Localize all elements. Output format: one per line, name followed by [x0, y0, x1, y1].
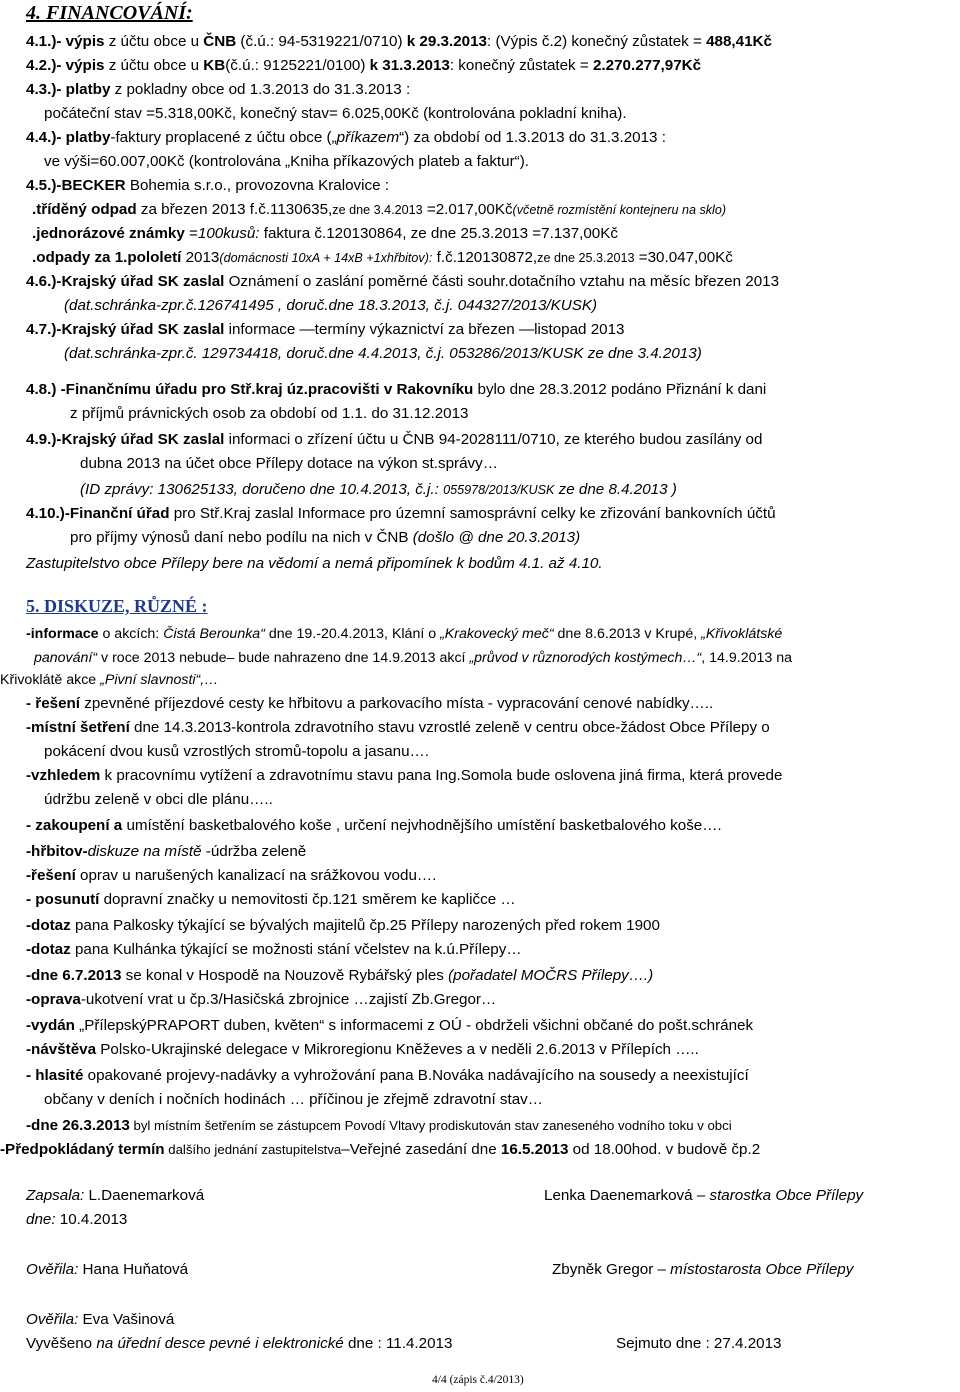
text-segment: =30.047,00Kč	[634, 249, 733, 266]
signature-overila-2	[26, 1310, 174, 1330]
text-segment: 10.4.2013	[55, 1211, 128, 1228]
text-segment: -místní šetření	[26, 719, 130, 736]
text-segment: diskuze na místě	[87, 843, 202, 860]
fin-line-4-7-detail	[64, 344, 702, 364]
text-segment: 100kusů:	[197, 225, 260, 242]
text-segment: (č.ú.: 94-5319221/0710)	[236, 33, 407, 50]
disk-line-vzhledem-2	[44, 790, 273, 810]
text-segment: z příjmů právnických osob za období od 1.1. do 31.12.2013	[70, 405, 469, 422]
text-segment: -vzhledem	[26, 767, 101, 784]
text-segment: ve výši=60.007,00Kč (kontrolována „Kniha příkazových plateb a faktur“).	[44, 153, 529, 170]
text-segment: „průvod v různorodých kostýmech…“	[469, 650, 702, 666]
text-segment: -oprava	[26, 991, 81, 1008]
text-segment: =	[184, 225, 198, 242]
fin-line-odpady-pololeti	[32, 248, 733, 268]
text-segment: oprav u narušených kanalizací na srážkovou vodu….	[75, 867, 437, 884]
text-segment: pana Palkosky týkající se bývalých majitelů čp.25 Přílepy narozených před rokem 1900	[70, 917, 660, 934]
fin-line-tridedny-odpad	[32, 200, 726, 220]
text-segment: -vydán	[26, 1017, 75, 1034]
text-segment: KB	[203, 57, 226, 74]
fin-line-4-4-detail	[44, 152, 529, 172]
text-segment: dne:	[26, 1211, 56, 1228]
sejmuto-line	[616, 1334, 782, 1354]
text-segment: .tříděný odpad	[32, 201, 137, 218]
text-segment: 4.8.) -Finančnímu úřadu pro Stř.kraj úz.pracovišti v Rakovníku	[26, 381, 474, 398]
disk-line-informace-2	[34, 648, 792, 668]
signature-mistostarosta	[552, 1260, 853, 1280]
text-segment: -dotaz	[26, 917, 71, 934]
disk-line-dotaz-kulhanka	[26, 940, 522, 960]
text-segment: -dne 6.7.2013	[26, 967, 122, 984]
text-segment: „PřílepskýPRAPORT duben, květen“ s informacemi z OÚ - obdrželi všichni občané do pošt.schránek	[74, 1017, 754, 1034]
text-segment: (včetně rozmístění kontejneru na sklo)	[512, 203, 727, 217]
fin-conclusion	[26, 554, 603, 574]
fin-line-4-9-id	[80, 480, 677, 500]
text-segment: 4.2.)- výpis	[26, 57, 105, 74]
text-segment: z pokladny obce od 1.3.2013 do 31.3.2013 :	[110, 81, 411, 98]
text-segment: : (Výpis č.2) konečný zůstatek =	[487, 33, 707, 50]
signature-dne	[26, 1210, 127, 1230]
text-segment: – starostka Obce Přílepy	[692, 1187, 864, 1204]
text-segment: Lenka Daenemarková	[544, 1187, 693, 1204]
text-segment: Oznámení o zaslání poměrné části souhr.dotačního vztahu na měsíc březen 2013	[224, 273, 780, 290]
text-segment: - hlasité	[26, 1067, 84, 1084]
disk-line-informace	[26, 624, 782, 644]
text-segment: - posunutí	[26, 891, 100, 908]
text-segment: 4.4.)- platby	[26, 129, 111, 146]
disk-line-informace-3	[0, 670, 218, 690]
text-segment: pro příjmy výnosů daní nebo podílu na nich v ČNB	[70, 529, 413, 546]
text-segment: L.Daenemarková	[84, 1187, 205, 1204]
text-segment: ČNB	[203, 33, 237, 50]
text-segment: ze dne 3.4.2013	[332, 203, 423, 217]
text-segment: z účtu obce u	[104, 33, 204, 50]
text-segment: 4.9.)-Krajský úřad SK zaslal	[26, 431, 225, 448]
text-segment: v roce 2013 nebude– bude nahrazeno dne 14.9.2013 akcí	[97, 650, 470, 666]
fin-line-4-10-detail	[70, 528, 580, 548]
text-segment: k 29.3.2013	[406, 33, 487, 50]
text-segment: 055978/2013/KUSK	[443, 483, 555, 497]
text-segment: pana Kulhánka týkající se možnosti stání včelstev na k.ú.Přílepy…	[70, 941, 522, 958]
text-segment: –Veřejné zasedání dne	[341, 1141, 501, 1158]
section-heading-diskuze	[26, 596, 208, 617]
disk-line-posunuti	[26, 890, 516, 910]
text-segment: -faktury proplacené z účtu obce („	[110, 129, 337, 146]
section-heading-financovani	[26, 2, 193, 25]
disk-line-dotaz-palkosky	[26, 916, 660, 936]
text-segment: 16.5.2013	[500, 1141, 569, 1158]
text-segment: -hřbitov-	[26, 843, 88, 860]
text-segment: , 14.9.2013 na	[701, 650, 792, 666]
text-segment: dubna 2013 na účet obce Přílepy dotace na výkon st.správy…	[80, 455, 498, 472]
text-segment: -řešení	[26, 867, 76, 884]
signature-zapsala	[26, 1186, 204, 1206]
text-segment: bylo dne 28.3.2012 podáno Přiznání k dani	[473, 381, 767, 398]
text-segment: -informace	[26, 626, 99, 642]
text-segment: (ID zprávy: 130625133, doručeno dne 10.4.2013, č.j.:	[80, 481, 444, 498]
text-segment: Ověřila:	[26, 1261, 79, 1278]
text-segment: (došlo @ dne 20.3.2013)	[412, 529, 581, 546]
text-segment: Bohemia s.r.o., provozovna Kralovice :	[125, 177, 389, 194]
text-segment: od 18.00hod. v budově čp.2	[568, 1141, 761, 1158]
text-segment: byl místním šetřením se zástupcem Povodí Vltavy prodiskutován stav zaneseného vodního toku v obci	[129, 1118, 732, 1133]
text-segment: =2.017,00Kč	[422, 201, 513, 218]
disk-line-reseni-cesty	[26, 694, 713, 714]
text-segment: dne 8.6.2013 v Krupé,	[553, 626, 702, 642]
text-segment: 2.270.277,97Kč	[592, 57, 702, 74]
text-segment: zpevněné příjezdové cesty ke hřbitovu a parkovacího místa - vypracování cenové nabídky…..	[80, 695, 714, 712]
page-footer: 4/4 (zápis č.4/2013)	[432, 1374, 524, 1386]
text-segment: (dat.schránka-zpr.č.126741495 , doruč.dne 18.3.2013, č.j. 044327/2013/KUSK)	[64, 297, 598, 314]
text-segment: -údržba zeleně	[201, 843, 307, 860]
text-segment: dalšího jednání zastupitelstva	[164, 1142, 342, 1157]
text-segment: pololetí	[127, 249, 182, 266]
disk-line-ples	[26, 966, 653, 986]
fin-line-jednorazove-znamky	[32, 224, 618, 244]
fin-line-4-8-detail	[70, 404, 469, 424]
signature-starostka	[544, 1186, 863, 1206]
text-segment: počáteční stav =5.318,00Kč, konečný stav= 6.025,00Kč (kontrolována pokladní kniha).	[44, 105, 627, 122]
text-segment: k pracovnímu vytížení a zdravotnímu stavu pana Ing.Somola bude oslovena jiná firma, která provede	[100, 767, 783, 784]
fin-line-4-2	[26, 56, 701, 76]
text-segment: k 31.3.2013	[369, 57, 450, 74]
text-segment: dne 19.-20.4.2013, Klání o	[264, 626, 441, 642]
fin-line-4-10	[26, 504, 776, 524]
text-segment: – místostarosta Obce Přílepy	[653, 1261, 854, 1278]
text-segment: Zapsala:	[26, 1187, 85, 1204]
text-segment: : konečný zůstatek =	[449, 57, 593, 74]
text-segment: Eva Vašinová	[78, 1311, 175, 1328]
text-segment: 4. FINANCOVÁNÍ:	[26, 2, 193, 24]
text-segment: - řešení	[26, 695, 81, 712]
text-segment: 4.7.)-Krajský úřad SK zaslal	[26, 321, 225, 338]
text-segment: 2013	[181, 249, 220, 266]
text-segment: Polsko-Ukrajinské delegace v Mikroregionu Kněževes a v neděli 2.6.2013 v Přílepích …..	[96, 1041, 699, 1058]
fin-line-4-6-detail	[64, 296, 597, 316]
text-segment: údržbu zeleně v obci dle plánu…..	[44, 791, 273, 808]
text-segment: pro Stř.Kraj zaslal Informace pro územní samosprávní celky ke zřizování bankovních účtů	[169, 505, 776, 522]
text-segment: ze dne 8.4.2013 )	[554, 481, 677, 498]
disk-line-zakoupeni	[26, 816, 722, 836]
text-segment: dopravní značky u nemovitosti čp.121 směrem ke kapličce …	[99, 891, 516, 908]
fin-line-4-3	[26, 80, 410, 100]
text-segment: 488,41Kč	[706, 33, 772, 50]
fin-line-4-5	[26, 176, 389, 196]
disk-line-hrbitov	[26, 842, 306, 862]
text-segment: Ověřila:	[26, 1311, 79, 1328]
text-segment: o akcích:	[98, 626, 164, 642]
disk-line-hlasite	[26, 1066, 749, 1086]
text-segment: -ukotvení vrat u čp.3/Hasičská zbrojnice …zajistí Zb.Gregor…	[80, 991, 497, 1008]
text-segment: „Křivoklátské	[701, 626, 783, 642]
text-segment: 4.3.)- platby	[26, 81, 111, 98]
disk-line-navsteva	[26, 1040, 699, 1060]
fin-line-4-9-detail	[80, 454, 498, 474]
text-segment: Zastupitelstvo obce Přílepy bere na vědomí a nemá připomínek k bodům 4.1. až 4.10.	[26, 555, 603, 572]
disk-line-oprava	[26, 990, 496, 1010]
text-segment: -návštěva	[26, 1041, 97, 1058]
fin-line-4-7	[26, 320, 625, 340]
text-segment: (dat.schránka-zpr.č. 129734418, doruč.dne 4.4.2013, č.j. 053286/2013/KUSK ze dne 3.4.2013)	[64, 345, 702, 362]
text-segment: ze dne 25.3.2013	[537, 251, 635, 265]
disk-line-povodi	[26, 1116, 732, 1136]
fin-line-4-6	[26, 272, 779, 292]
text-segment: se konal v Hospodě na Nouzově Rybářský ples	[121, 967, 449, 984]
text-segment: Hana Huňatová	[78, 1261, 189, 1278]
text-segment: informace —termíny výkaznictví za březen —listopad 2013	[224, 321, 625, 338]
text-segment: Zbyněk Gregor	[552, 1261, 654, 1278]
text-segment: (domácnosti 10xA + 14xB +1xhřbitov):	[219, 251, 433, 265]
text-segment: -Předpokládaný termín	[0, 1141, 165, 1158]
text-segment: .jednorázové známky	[32, 225, 185, 242]
disk-line-vzhledem	[26, 766, 782, 786]
text-segment: na úřední desce pevné i elektronické	[96, 1335, 344, 1352]
fin-line-4-8	[26, 380, 766, 400]
disk-line-mistni-setreni-2	[44, 742, 429, 762]
text-segment: .odpady za 1.	[32, 249, 128, 266]
disk-line-predpokladany-termin	[0, 1140, 760, 1160]
text-segment: dne : 11.4.2013	[343, 1335, 453, 1352]
disk-line-vydan	[26, 1016, 753, 1036]
text-segment: faktura č.120130864, ze dne 25.3.2013 =7.137,00Kč	[259, 225, 618, 242]
text-segment: (č.ú.: 9125221/0100)	[225, 57, 370, 74]
text-segment: -dotaz	[26, 941, 71, 958]
text-segment: 4.10.)-Finanční úřad	[26, 505, 170, 522]
text-segment: „Pivní slavnosti“,…	[100, 672, 219, 688]
text-segment: příkazem	[336, 129, 400, 146]
text-segment: umístění basketbalového koše , určení nejvhodnějšího umístění basketbalového koše….	[122, 817, 722, 834]
signature-overila-1	[26, 1260, 188, 1280]
text-segment: 4.1.)- výpis	[26, 33, 105, 50]
text-segment: -dne 26.3.2013	[26, 1117, 130, 1134]
text-segment: Čistá Berounka“	[163, 626, 265, 642]
text-segment: Sejmuto dne : 27.4.2013	[616, 1335, 782, 1352]
text-segment: 4.6.)-Krajský úřad SK zaslal	[26, 273, 225, 290]
text-segment: Křivoklátě akce	[0, 672, 101, 688]
text-segment: 4.5.)-BECKER	[26, 177, 126, 194]
text-segment: informaci o zřízení účtu u ČNB 94-2028111/0710, ze kterého budou zasílány od	[224, 431, 763, 448]
disk-line-hlasite-2	[44, 1090, 543, 1110]
vyveseno-line	[26, 1334, 452, 1354]
text-segment: občany v deních i nočních hodinách … příčinou je zřejmě zdravotní stav…	[44, 1091, 543, 1108]
text-segment: „Krakovecký meč“	[440, 626, 554, 642]
text-segment: (pořadatel MOČRS Přílepy….)	[448, 967, 654, 984]
fin-line-4-3-detail	[44, 104, 627, 124]
text-segment: opakované projevy-nadávky a vyhrožování pana B.Nováka nadávajícího na sousedy a neexistující	[83, 1067, 749, 1084]
text-segment: 5. DISKUZE, RŮZNÉ :	[26, 596, 208, 616]
text-segment: za březen 2013 f.č.1130635,	[136, 201, 333, 218]
text-segment: dne 14.3.2013-kontrola zdravotního stavu vzrostlé zeleně v centru obce-žádost Obce Přílepy o	[129, 719, 770, 736]
fin-line-4-9	[26, 430, 762, 450]
text-segment: Vyvěšeno	[26, 1335, 97, 1352]
text-segment: “) za období od 1.3.2013 do 31.3.2013 :	[399, 129, 666, 146]
disk-line-mistni-setreni	[26, 718, 770, 738]
text-segment: f.č.120130872,	[432, 249, 538, 266]
text-segment: panování“	[34, 650, 98, 666]
text-segment: pokácení dvou kusů vzrostlých stromů-topolu a jasanu….	[44, 743, 429, 760]
text-segment: - zakoupení a	[26, 817, 123, 834]
disk-line-reseni-kanalizace	[26, 866, 436, 886]
fin-line-4-4	[26, 128, 666, 148]
text-segment: z účtu obce u	[104, 57, 204, 74]
fin-line-4-1	[26, 32, 772, 52]
